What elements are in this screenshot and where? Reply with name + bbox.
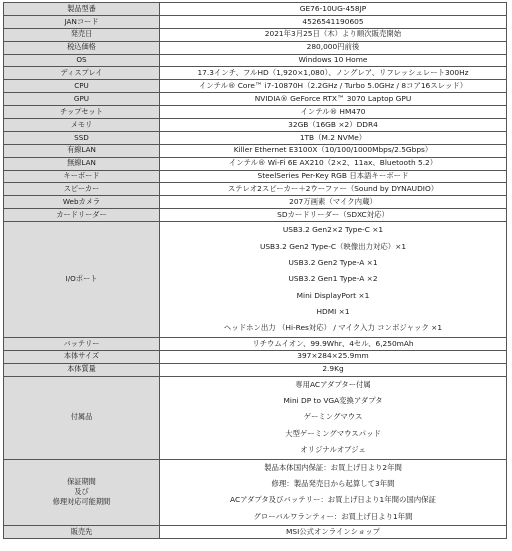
warranty-item: ACアダプタ及びバッテリー：お買上げ日より1年間の国内保証 <box>230 495 436 505</box>
spec-value: 2021年3月25日（木）より順次販売開始 <box>160 28 507 41</box>
spec-row <box>4 119 507 132</box>
spec-label: キーボード <box>4 170 160 183</box>
accessory-row <box>4 376 507 459</box>
spec-value: NVIDIA® GeForce RTX™ 3070 Laptop GPU <box>160 93 507 106</box>
spec-row <box>4 131 507 144</box>
io-port-item: USB3.2 Gen2 Type-A ×1 <box>288 257 378 267</box>
spec-label: 有線LAN <box>4 144 160 157</box>
spec-value: Windows 10 Home <box>160 54 507 67</box>
accessory-item: 専用ACアダプター付属 <box>295 379 371 389</box>
spec-value: Killer Ethernet E3100X（10/100/1000Mbps/2.5Gbps） <box>160 144 507 157</box>
spec-label: 税込価格 <box>4 41 160 54</box>
io-port-item: Mini DisplayPort ×1 <box>296 290 370 300</box>
io-port-row <box>4 222 507 338</box>
shop-row <box>4 526 507 539</box>
accessory-item: ゲーミングマウス <box>303 412 363 422</box>
spec-label: 無線LAN <box>4 157 160 170</box>
warranty-row <box>4 459 507 526</box>
spec-row <box>4 363 507 376</box>
spec-label: 製品型番 <box>4 3 160 16</box>
spec-row <box>4 337 507 350</box>
spec-row <box>4 196 507 209</box>
io-port-label: I/Oポート <box>4 222 160 338</box>
spec-value: インテル® HM470 <box>160 106 507 119</box>
warranty-label-line: 修理対応可能期間 <box>52 497 111 507</box>
warranty-item: 製品本体国内保証：お買上げ日より2年間 <box>264 462 402 472</box>
spec-label: CPU <box>4 80 160 93</box>
accessory-item: Mini DP to VGA変換アダプタ <box>283 395 383 405</box>
spec-value: 2.9Kg <box>160 363 507 376</box>
spec-row <box>4 170 507 183</box>
spec-label: JANコード <box>4 15 160 28</box>
spec-label: 発売日 <box>4 28 160 41</box>
shop-label: 販売先 <box>4 526 160 539</box>
accessory-item: 大型ゲーミングマウスパッド <box>285 428 381 438</box>
spec-value: 207万画素（マイク内蔵） <box>160 196 507 209</box>
io-port-item: ヘッドホン出力 （Hi-Res対応） / マイク入力 コンボジャック ×1 <box>223 323 443 333</box>
accessory-list <box>160 376 507 459</box>
spec-value: 397×284×25.9mm <box>160 350 507 363</box>
spec-label: GPU <box>4 93 160 106</box>
spec-row <box>4 157 507 170</box>
io-port-list <box>160 222 507 338</box>
spec-value: 280,000円前後 <box>160 41 507 54</box>
io-port-item: USB3.2 Gen2 Type-C（映像出力対応）×1 <box>259 241 407 251</box>
spec-row <box>4 209 507 222</box>
spec-label: スピーカー <box>4 183 160 196</box>
spec-table <box>3 2 507 539</box>
io-port-item: USB3.2 Gen1 Type-A ×2 <box>288 274 378 284</box>
spec-label: ディスプレイ <box>4 67 160 80</box>
warranty-label-line: 保証期間 <box>67 477 96 487</box>
spec-value: ステレオ2スピーカー＋2ウーファー（Sound by DYNAUDIO） <box>160 183 507 196</box>
spec-table-body <box>4 3 507 539</box>
spec-row <box>4 93 507 106</box>
warranty-label-line: 及び <box>74 487 89 497</box>
spec-row <box>4 144 507 157</box>
spec-label: 本体質量 <box>4 363 160 376</box>
spec-row <box>4 80 507 93</box>
accessory-item: オリジナルオブジェ <box>300 445 366 455</box>
spec-value: SteelSeries Per-Key RGB 日本語キーボード <box>160 170 507 183</box>
spec-label: チップセット <box>4 106 160 119</box>
spec-label: SSD <box>4 131 160 144</box>
spec-row <box>4 67 507 80</box>
spec-label: OS <box>4 54 160 67</box>
spec-value: インテル® Core™ i7-10870H（2.2GHz / Turbo 5.0GHz / 8コア16スレッド） <box>160 80 507 93</box>
spec-row <box>4 3 507 16</box>
spec-label: カードリーダー <box>4 209 160 222</box>
spec-row <box>4 28 507 41</box>
accessory-label: 付属品 <box>4 376 160 459</box>
warranty-list <box>160 459 507 526</box>
spec-row <box>4 41 507 54</box>
spec-label: Webカメラ <box>4 196 160 209</box>
spec-value: 32GB（16GB ×2）DDR4 <box>160 119 507 132</box>
warranty-label <box>4 459 160 526</box>
spec-value: SDカードリーダー（SDXC対応） <box>160 209 507 222</box>
spec-row <box>4 15 507 28</box>
spec-value: 17.3インチ、フルHD（1,920×1,080）、ノングレア、リフレッシュレート300Hz <box>160 67 507 80</box>
io-port-item: HDMI ×1 <box>316 307 350 317</box>
spec-value: 1TB（M.2 NVMe） <box>160 131 507 144</box>
spec-label: 本体サイズ <box>4 350 160 363</box>
io-port-item: USB3.2 Gen2×2 Type-C ×1 <box>282 225 384 235</box>
spec-value: リチウムイオン、99.9Whr、4セル、6,250mAh <box>160 337 507 350</box>
spec-value: インテル® Wi-Fi 6E AX210（2×2、11ax、Bluetooth 5.2） <box>160 157 507 170</box>
spec-row <box>4 350 507 363</box>
warranty-item: 修理：製品発売日から起算して3年間 <box>271 478 395 488</box>
warranty-item: グローバルワランティー：お買上げ日より1年間 <box>253 511 413 521</box>
spec-row <box>4 54 507 67</box>
spec-value: GE76-10UG-458JP <box>160 3 507 16</box>
spec-row <box>4 183 507 196</box>
spec-value: 4526541190605 <box>160 15 507 28</box>
spec-row <box>4 106 507 119</box>
spec-label: メモリ <box>4 119 160 132</box>
spec-label: バッテリー <box>4 337 160 350</box>
shop-value: MSI公式オンラインショップ <box>160 526 507 539</box>
